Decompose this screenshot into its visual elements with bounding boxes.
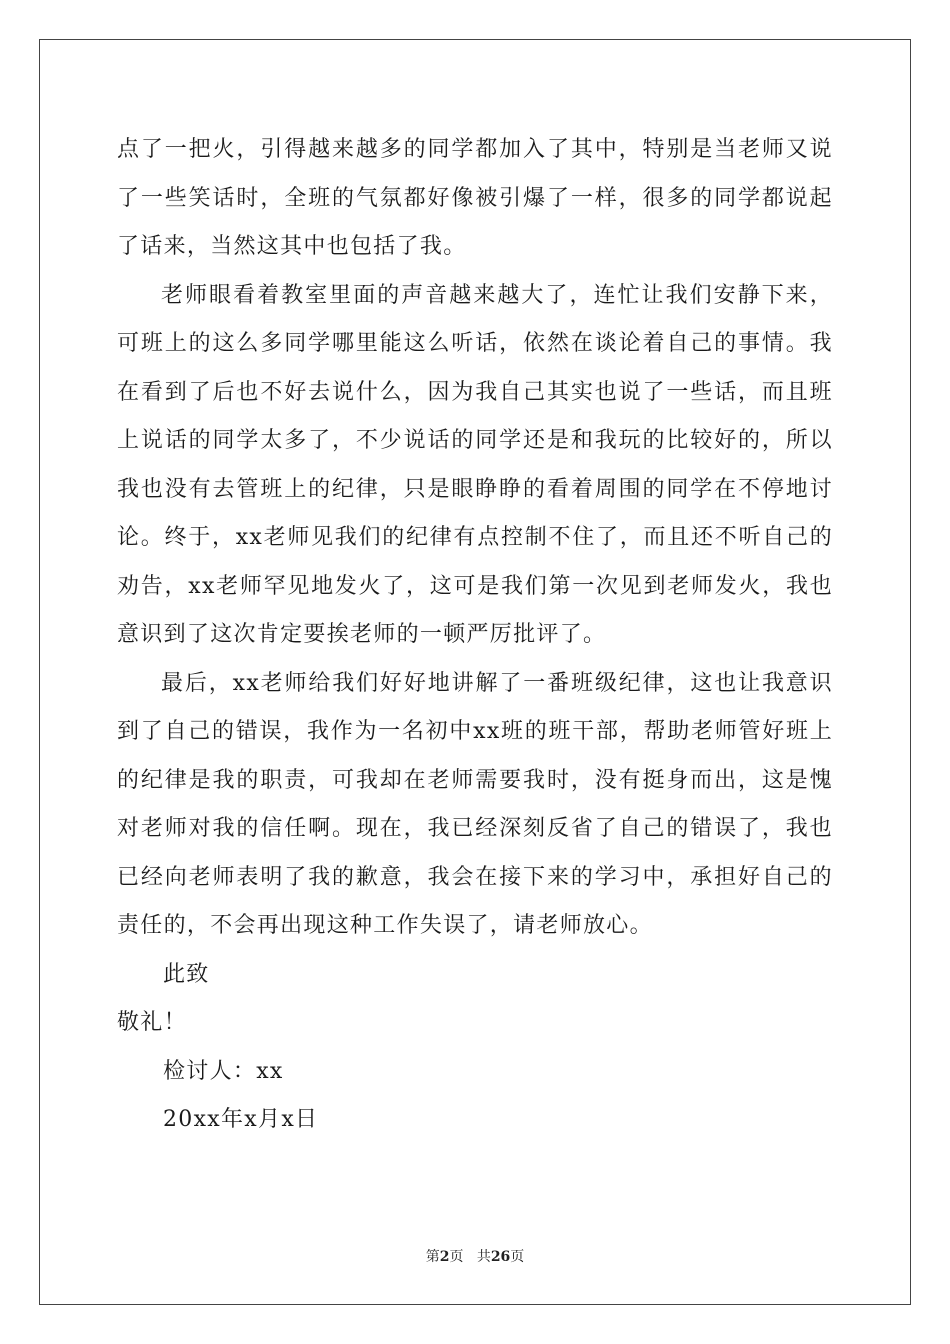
closing-salutation: 此致 <box>163 961 210 987</box>
paragraph-1: 点了一把火，引得越来越多的同学都加入了其中，特别是当老师又说了一些笑话时，全班的气氛都好像被引爆了一样，很多的同学都说起了话来，当然这其中也包括了我。 <box>117 137 833 259</box>
signer-line: 检讨人：xx <box>163 1058 284 1084</box>
paragraph-2: 老师眼看着教室里面的声音越来越大了，连忙让我们安静下来，可班上的这么多同学哪里能这么听话，依然在谈论着自己的事情。我在看到了后也不好去说什么，因为我自己其实也说了一些话，而且班上说话的同学太多了，不少说话的同学还是和我玩的比较好的，所以我也没有去管班上的纪律，只是眼睁睁的看着周围的同学在不停地讨论。终于，xx老师见我们的纪律有点控制不住了，而且还不听自己的劝告，xx老师罕见地发火了，这可是我们第一次见到老师发火，我也意识到了这次肯定要挨老师的一顿严厉批评了。 <box>117 282 833 647</box>
page-number: 2 <box>439 1249 450 1265</box>
total-pages: 26 <box>490 1249 511 1265</box>
total-prefix: 共 <box>476 1249 491 1265</box>
page-footer <box>0 1246 950 1266</box>
closing-regards: 敬礼！ <box>117 1010 187 1035</box>
paragraph-3: 最后，xx老师给我们好好地讲解了一番班级纪律，这也让我意识到了自己的错误，我作为一名初中xx班的班干部，帮助老师管好班上的纪律是我的职责，可我却在老师需要我时，没有挺身而出，这是愧对老师对我的信任啊。现在，我已经深刻反省了自己的错误了，我也已经向老师表明了我的歉意，我会在接下来的学习中，承担好自己的责任的，不会再出现这种工作失误了，请老师放心。 <box>117 670 833 938</box>
date-line: 20xx年x月x日 <box>163 1107 319 1132</box>
page-suffix: 页 <box>449 1249 464 1265</box>
total-suffix: 页 <box>510 1249 525 1265</box>
page-prefix: 第 <box>425 1249 440 1265</box>
document-body <box>117 126 833 1145</box>
